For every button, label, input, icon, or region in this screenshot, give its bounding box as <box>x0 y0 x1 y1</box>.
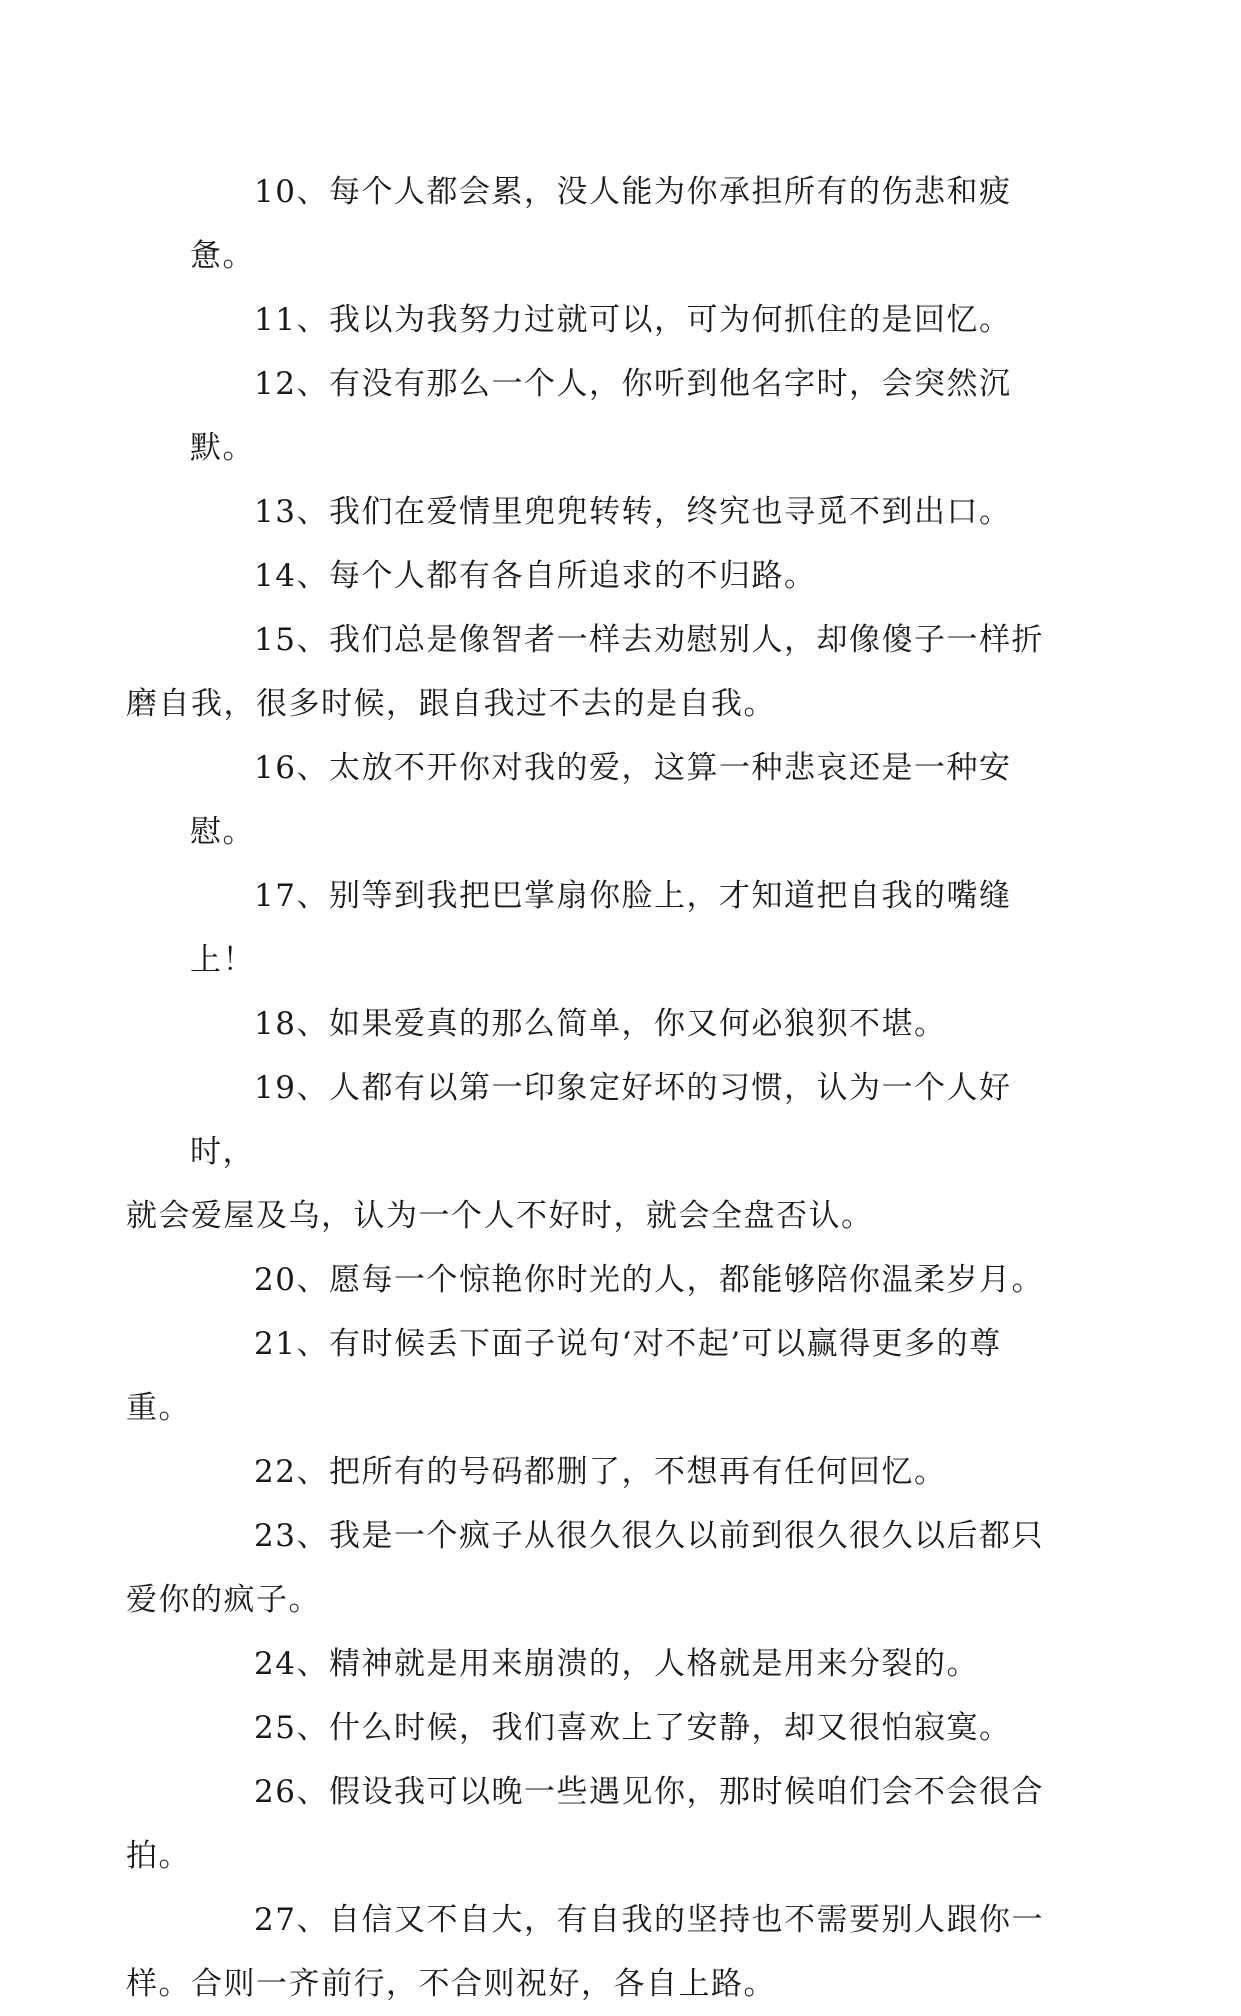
paragraph-line: 23、我是一个疯子从很久很久以前到很久很久以后都只 <box>254 1518 1044 1554</box>
paragraph-line: 20、愿每一个惊艳你时光的人，都能够陪你温柔岁月。 <box>254 1262 1044 1298</box>
paragraph-line: 爱你的疯子。 <box>126 1582 321 1618</box>
paragraph-line: 21、有时候丢下面子说句‘对不起’可以赢得更多的尊 <box>254 1326 1002 1362</box>
paragraph-line: 重。 <box>126 1390 191 1426</box>
paragraph-13 <box>190 480 1070 544</box>
paragraph-17 <box>190 864 1070 992</box>
paragraph-line: 拍。 <box>126 1838 191 1874</box>
paragraph-14 <box>190 544 1070 608</box>
paragraph-line: 15、我们总是像智者一样去劝慰别人，却像傻子一样折 <box>254 622 1044 658</box>
paragraph-line: 22、把所有的号码都删了，不想再有任何回忆。 <box>254 1454 947 1490</box>
paragraph-line: 26、假设我可以晚一些遇见你，那时候咱们会不会很合 <box>254 1774 1044 1810</box>
paragraph-25 <box>190 1696 1070 1760</box>
paragraph-11 <box>190 288 1070 352</box>
paragraph-line: 14、每个人都有各自所追求的不归路。 <box>254 558 817 594</box>
paragraph-line: 磨自我，很多时候，跟自我过不去的是自我。 <box>126 686 776 722</box>
paragraph-12 <box>190 352 1070 480</box>
paragraph-line: 样。合则一齐前行，不合则祝好，各自上路。 <box>126 1966 776 2002</box>
paragraph-23 <box>126 1504 1070 1632</box>
paragraph-10 <box>190 160 1070 288</box>
paragraph-line: 13、我们在爱情里兜兜转转，终究也寻觅不到出口。 <box>254 494 1012 530</box>
paragraph-line: 27、自信又不自大，有自我的坚持也不需要别人跟你一 <box>254 1902 1044 1938</box>
paragraph-22 <box>190 1440 1070 1504</box>
paragraph-16 <box>190 736 1070 864</box>
paragraph-line: 17、别等到我把巴掌扇你脸上，才知道把自我的嘴缝上！ <box>190 878 1012 978</box>
paragraph-line: 11、我以为我努力过就可以，可为何抓住的是回忆。 <box>254 302 1012 338</box>
text-body <box>126 160 1070 2016</box>
paragraph-15 <box>126 608 1070 736</box>
paragraph-line: 18、如果爱真的那么简单，你又何必狼狈不堪。 <box>254 1006 947 1042</box>
paragraph-line: 24、精神就是用来崩溃的，人格就是用来分裂的。 <box>254 1646 979 1682</box>
paragraph-19 <box>126 1056 1070 1248</box>
paragraph-18 <box>190 992 1070 1056</box>
paragraph-line: 10、每个人都会累，没人能为你承担所有的伤悲和疲惫。 <box>190 174 1012 274</box>
paragraph-24 <box>190 1632 1070 1696</box>
paragraph-line: 就会爱屋及乌，认为一个人不好时，就会全盘否认。 <box>126 1198 874 1234</box>
paragraph-27 <box>126 1888 1070 2016</box>
paragraph-line: 25、什么时候，我们喜欢上了安静，却又很怕寂寞。 <box>254 1710 1012 1746</box>
paragraph-line: 12、有没有那么一个人，你听到他名字时，会突然沉默。 <box>190 366 1012 466</box>
paragraph-26 <box>126 1760 1070 1888</box>
paragraph-line: 19、人都有以第一印象定好坏的习惯，认为一个人好时， <box>190 1070 1012 1170</box>
paragraph-20 <box>190 1248 1070 1312</box>
paragraph-line: 16、太放不开你对我的爱，这算一种悲哀还是一种安慰。 <box>190 750 1012 850</box>
paragraph-21 <box>126 1312 1070 1440</box>
